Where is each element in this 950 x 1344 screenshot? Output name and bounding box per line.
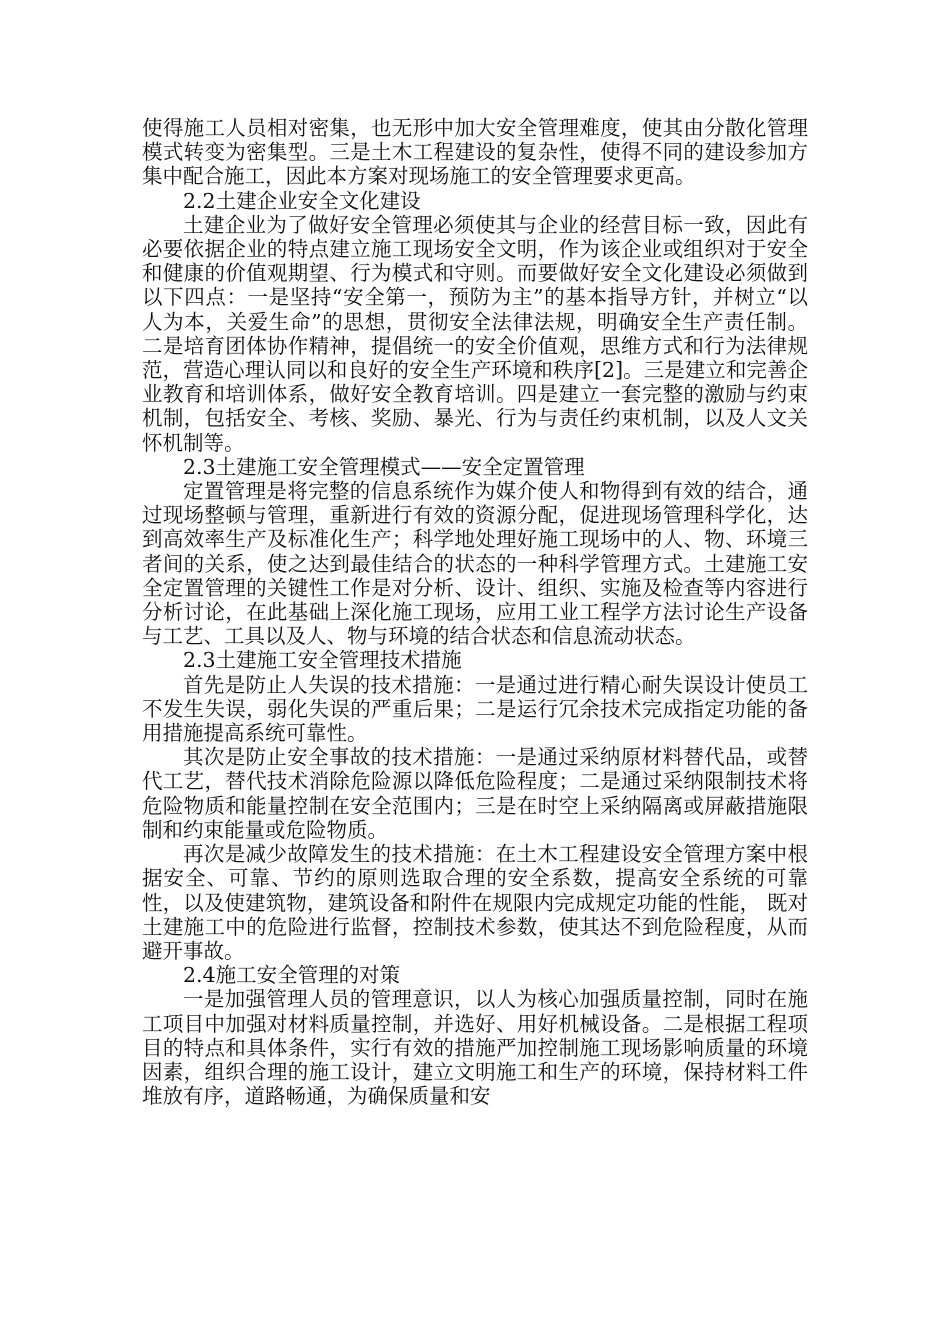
paragraph-accident-prevention-measures: 其次是防止安全事故的技术措施：一是通过采纳原材料替代品，或替代工艺，替代技术消除危险源以降低危险程度；二是通过采纳限制技术将危险物质和能量控制在安全范围内；三是在时空上采纳隔离或屏蔽措施限制和约束能量或危险物质。 xyxy=(142,745,808,842)
section-heading-2-2: 2.2土建企业安全文化建设 xyxy=(183,188,421,213)
paragraph-countermeasures: 一是加强管理人员的管理意识，以人为核心加强质量控制，同时在施工项目中加强对材料质量控制，并选好、用好机械设备。二是根据工程项目的特点和具体条件，实行有效的措施严加控制施工现场影响质量的环境因素，组织合理的施工设计，建立文明施工和生产的环境，保持材料工件堆放有序，道路畅通，为确保质量和安 xyxy=(142,987,808,1109)
section-heading-2-4: 2.4施工安全管理的对策 xyxy=(183,963,401,988)
paragraph-safety-culture: 土建企业为了做好安全管理必须使其与企业的经营目标一致，因此有必要依据企业的特点建立施工现场安全文明，作为该企业或组织对于安全和健康的价值观期望、行为模式和守则。而要做好安全文化建设必须做到以下四点：一是坚持“安全第一，预防为主”的基本指导方针，并树立“以人为本，关爱生命”的思想，贯彻安全法律法规，明确安全生产责任制。二是培育团体协作精神，提倡统一的安全价值观，思维方式和行为法律规范，营造心理认同以和良好的安全生产环境和秩序[2]。三是建立和完善企业教育和培训体系，做好安全教育培训。四是建立一套完整的激励与约束机制，包括安全、考核、奖励、暴光、行为与责任约束机制，以及人文关怀机制等。 xyxy=(142,212,808,455)
section-heading-2-3-mode: 2.3土建施工安全管理模式——安全定置管理 xyxy=(183,454,585,479)
paragraph-human-error-measures: 首先是防止人失误的技术措施：一是通过进行精心耐失误设计使员工不发生失误，弱化失误的严重后果；二是运行冗余技术完成指定功能的备用措施提高系统可靠性。 xyxy=(142,672,808,746)
paragraph-continued: 使得施工人员相对密集，也无形中加大安全管理难度，使其由分散化管理模式转变为密集型。三是土木工程建设的复杂性，使得不同的建设参加方集中配合施工，因此本方案对现场施工的安全管理要求更高。 xyxy=(142,116,808,189)
paragraph-fixed-position-management: 定置管理是将完整的信息系统作为媒介使人和物得到有效的结合，通过现场整顿与管理，重新进行有效的资源分配，促进现场管理科学化，达到高效率生产及标准化生产；科学地处理好施工现场中的人、物、环境三者间的关系，使之达到最佳结合的状态的一种科学管理方式。土建施工安全定置管理的关键性工作是对分析、设计、组织、实施及检查等内容进行分析讨论，在此基础上深化施工现场，应用工业工程学方法讨论生产设备与工艺、工具以及人、物与环境的结合状态和信息流动状态。 xyxy=(142,479,808,649)
section-heading-2-3-measures: 2.3土建施工安全管理技术措施 xyxy=(183,648,462,673)
document-body xyxy=(142,116,808,1108)
paragraph-fault-reduction-measures: 再次是减少故障发生的技术措施：在土木工程建设安全管理方案中根据安全、可靠、节约的原则选取合理的安全系数，提高安全系统的可靠性，以及使建筑物，建筑设备和附件在规限内完成规定功能的性能， 既对土建施工中的危险进行监督，控制技术参数，使其达不到危险程度，从而避开事故。 xyxy=(142,842,808,963)
